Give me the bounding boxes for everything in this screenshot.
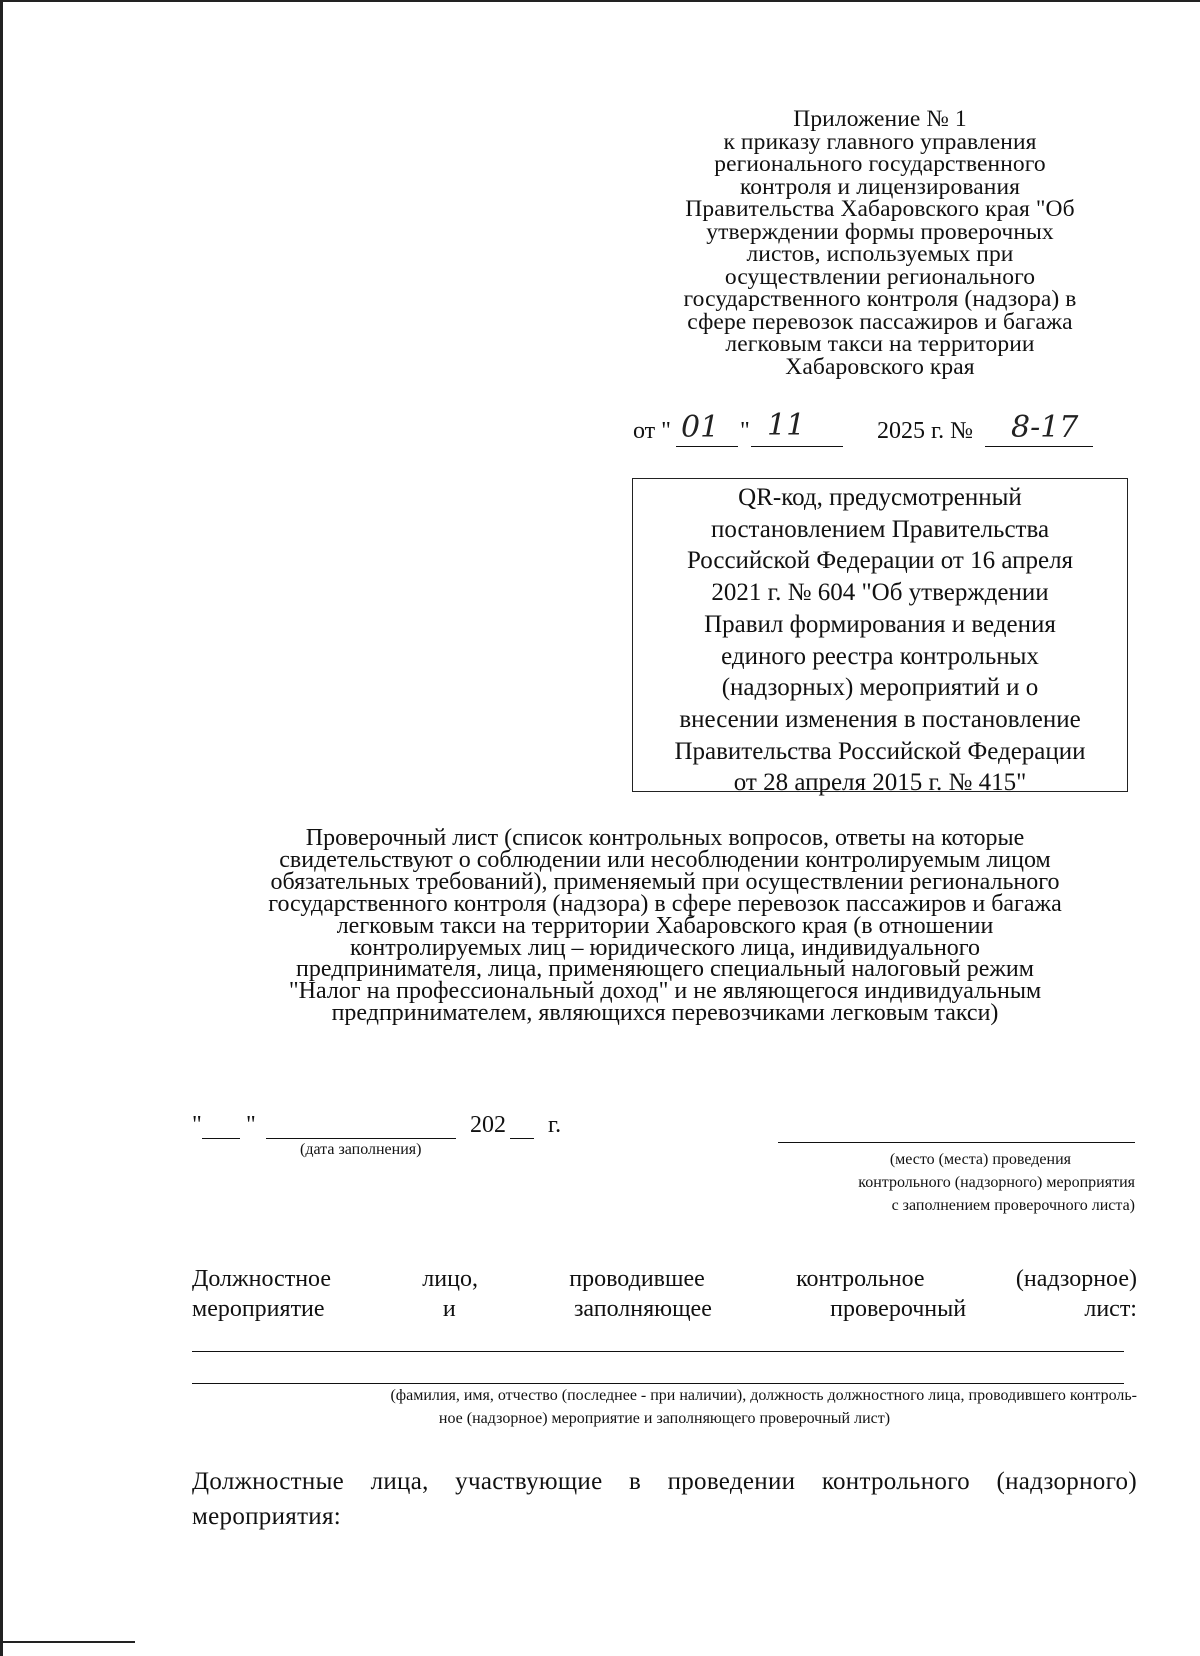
participating-officials-label	[192, 1464, 1137, 1534]
event-place-caption	[760, 1148, 1135, 1217]
order-date-number-line	[633, 410, 1093, 450]
appendix-line: легковым такси на территории	[725, 331, 1035, 357]
checklist-title-line: свидетельствуют о соблюдении или несоблюдении контролируемым лицом	[279, 846, 1051, 873]
qr-box-line: внесении изменения в постановление	[679, 705, 1081, 733]
fill-date-quote-close: "	[246, 1112, 256, 1138]
qr-code-placeholder-box	[632, 478, 1128, 797]
event-place-caption-line: с заполнением проверочного листа)	[891, 1197, 1135, 1214]
qr-box-line: Правительства Российской Федерации	[674, 737, 1086, 765]
checklist-title-line: предпринимателем, являющихся перевозчиками легковым такси)	[331, 1000, 999, 1027]
order-number-underline	[985, 446, 1093, 447]
participants-line-2: мероприятия:	[192, 1503, 342, 1530]
order-prefix: от "	[633, 418, 671, 444]
fill-date-year-underline[interactable]	[510, 1138, 534, 1139]
checklist-title-line: обязательных требований), применяемый при осуществлении регионального	[270, 868, 1060, 895]
appendix-line: к приказу главного управления	[723, 128, 1037, 155]
event-place-caption-line: контрольного (надзорного) мероприятия	[858, 1174, 1135, 1191]
appendix-line: Хабаровского края	[785, 353, 975, 380]
appendix-line: регионального государственного	[714, 151, 1046, 177]
participants-word: Должностные	[192, 1468, 345, 1495]
appendix-line: государственного контроля (надзора) в	[683, 286, 1077, 312]
event-place-field	[760, 1138, 1140, 1228]
scan-edge-top	[0, 0, 1200, 2]
official-word: мероприятие	[192, 1296, 325, 1322]
official-word: Должностное	[192, 1266, 331, 1292]
official-word: контрольное	[796, 1266, 925, 1292]
participants-word: в	[628, 1468, 642, 1495]
official-person-label	[192, 1264, 1137, 1324]
fill-date-year-prefix: 202	[470, 1112, 506, 1138]
appendix-line: осуществлении регионального	[724, 263, 1036, 290]
qr-box-line: единого реестра контрольных	[721, 642, 1039, 670]
official-word: лицо,	[422, 1266, 478, 1292]
official-caption-line: (фамилия, имя, отчество (последнее - при наличии), должность должностного лица, проводившего контроль-	[390, 1387, 1137, 1404]
participants-word: контрольного	[821, 1468, 970, 1495]
appendix-line: листов, используемых при	[746, 241, 1014, 267]
participants-word: (надзорного)	[996, 1468, 1137, 1495]
appendix-line: Приложение № 1	[793, 106, 967, 132]
fill-date-caption: (дата заполнения)	[300, 1141, 422, 1158]
order-quote-close: "	[740, 418, 750, 444]
official-word: (надзорное)	[1015, 1266, 1137, 1292]
fill-date-quote-open: "	[192, 1112, 202, 1138]
checklist-title-line: Проверочный лист (список контрольных вопросов, ответы на которые	[305, 825, 1025, 851]
scan-edge-bottom	[0, 1641, 135, 1643]
checklist-title-line: "Налог на профессиональный доход" и не являющегося индивидуальным	[288, 978, 1042, 1005]
appendix-line: сфере перевозок пассажиров и багажа	[687, 308, 1073, 335]
order-year-number-label: 2025 г. №	[877, 418, 974, 444]
event-place-underline[interactable]	[778, 1142, 1135, 1143]
checklist-title-line: контролируемых лиц – юридического лица, индивидуального	[349, 934, 981, 961]
fill-date-field	[192, 1104, 592, 1158]
official-label-line	[192, 1264, 1137, 1294]
official-label-line	[192, 1294, 1137, 1324]
official-name-caption	[192, 1384, 1137, 1430]
checklist-title-line: легковым такси на территории Хабаровского края (в отношении	[336, 912, 994, 939]
checklist-title	[190, 825, 1140, 1027]
qr-box-line: 2021 г. № 604 "Об утверждении	[711, 579, 1049, 607]
order-month-handwritten: 11	[767, 408, 806, 443]
official-name-line-1[interactable]	[192, 1351, 1124, 1352]
order-day-handwritten: 01	[681, 410, 720, 445]
qr-box-line: (надзорных) мероприятий и о	[721, 674, 1039, 702]
order-number-handwritten: 8-17	[1011, 410, 1079, 445]
appendix-line: контроля и лицензирования	[739, 173, 1021, 200]
official-word: и	[442, 1296, 456, 1322]
checklist-title-line: государственного контроля (надзора) в сфере перевозок пассажиров и багажа	[268, 890, 1062, 917]
appendix-header	[625, 108, 1135, 378]
fill-date-year-suffix: г.	[548, 1112, 562, 1138]
official-caption-line: ное (надзорное) мероприятие и заполняющего проверочный лист)	[438, 1410, 891, 1427]
qr-box-line: от 28 апреля 2015 г. № 415"	[733, 769, 1027, 797]
event-place-caption-line: (место (места) проведения	[889, 1151, 1071, 1168]
appendix-line: Правительства Хабаровского края "Об	[685, 196, 1075, 222]
official-word: проводившее	[569, 1266, 705, 1292]
participants-word: участвующие	[455, 1468, 603, 1495]
participants-line	[192, 1464, 1137, 1499]
qr-box-line: Российской Федерации от 16 апреля	[686, 547, 1074, 575]
qr-box-line: Правил формирования и ведения	[704, 610, 1056, 638]
qr-box-line: QR-код, предусмотренный	[738, 484, 1022, 511]
official-word: заполняющее	[573, 1296, 712, 1322]
order-month-underline	[751, 446, 843, 447]
checklist-title-line: предпринимателя, лица, применяющего специальный налоговый режим	[296, 956, 1034, 983]
scan-edge-left	[0, 0, 3, 1656]
fill-date-day-underline[interactable]	[202, 1138, 240, 1139]
order-day-underline	[676, 446, 738, 447]
participants-word: лица,	[370, 1468, 429, 1495]
official-word: проверочный	[830, 1296, 967, 1322]
participants-word: проведении	[667, 1468, 796, 1495]
appendix-line: утверждении формы проверочных	[706, 218, 1054, 245]
official-word: лист:	[1084, 1296, 1137, 1322]
qr-box-line: постановлением Правительства	[710, 515, 1050, 543]
